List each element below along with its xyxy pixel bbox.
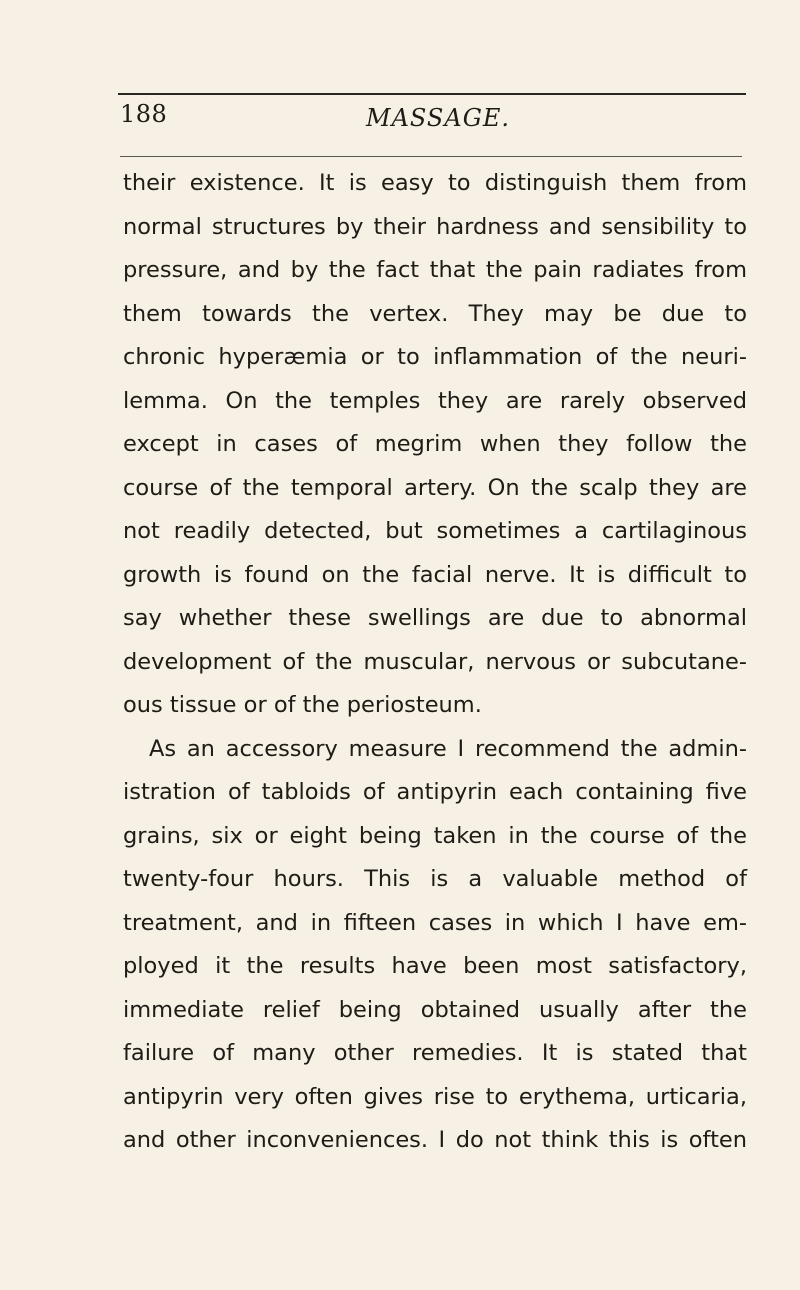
text-line: treatment, and in fifteen cases in which I have em- [123, 909, 747, 936]
text-line: chronic hyperæmia or to inflammation of the neuri- [123, 344, 747, 370]
text-line: not readily detected, but sometimes a cartilaginous [123, 518, 747, 544]
text-line: antipyrin very often gives rise to erythema, urticaria, [123, 1083, 747, 1110]
text-line: istration of tabloids of antipyrin each containing five [123, 779, 747, 805]
header-top-rule [118, 93, 746, 95]
text-line: twenty-four hours. This is a valuable method of [123, 866, 747, 892]
text-line: normal structures by their hardness and sensibility to [123, 213, 747, 240]
running-title: MASSAGE. [366, 104, 511, 132]
text-line: say whether these swellings are due to abnormal [123, 605, 747, 631]
text-line: immediate relief being obtained usually after the [123, 996, 747, 1023]
text-line: pressure, and by the fact that the pain radiates from [123, 257, 747, 283]
text-line: ployed it the results have been most satisfactory, [123, 953, 747, 979]
text-line: except in cases of megrim when they follow the [123, 431, 747, 457]
paragraph-start-line: As an accessory measure I recommend the admin- [149, 735, 747, 762]
text-line: their existence. It is easy to distinguish them from [123, 170, 747, 196]
body-text [123, 162, 747, 1163]
header-bottom-rule [120, 156, 742, 157]
text-line: lemma. On the temples they are rarely observed [123, 387, 747, 414]
text-line: growth is found on the facial nerve. It is difficult to [123, 561, 747, 588]
paragraph-end-line: ous tissue or of the periosteum. [123, 692, 482, 718]
text-line: them towards the vertex. They may be due to [123, 300, 747, 327]
page-number: 188 [120, 100, 168, 128]
text-line: course of the temporal artery. On the scalp they are [123, 474, 747, 501]
text-line: and other inconveniences. I do not think this is often [123, 1127, 747, 1153]
text-line: failure of many other remedies. It is stated that [123, 1040, 747, 1066]
text-line: development of the muscular, nervous or subcutane- [123, 648, 747, 675]
text-line: grains, six or eight being taken in the course of the [123, 822, 747, 849]
